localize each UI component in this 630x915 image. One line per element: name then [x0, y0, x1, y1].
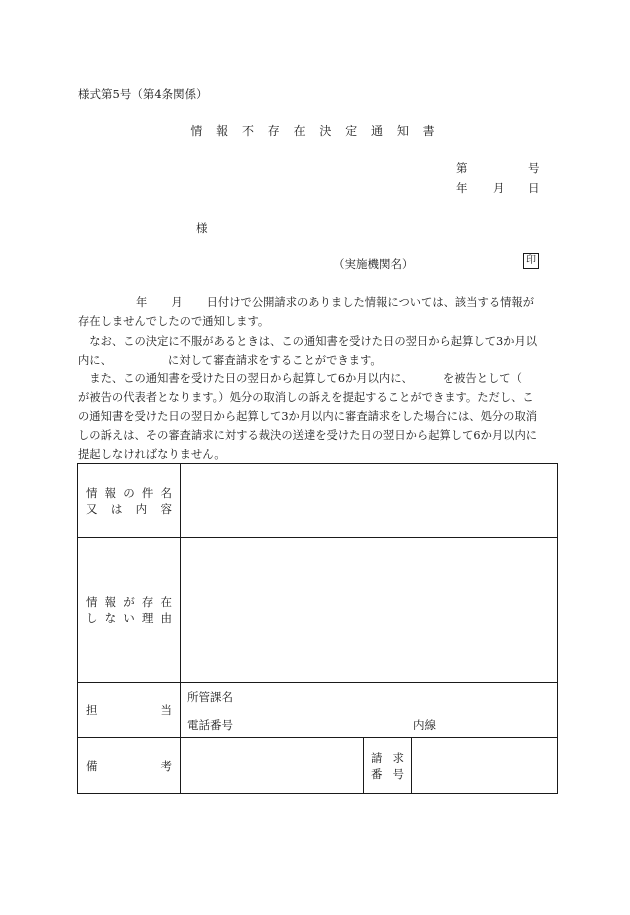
body-line-5-a: また、この通知書を受けた日の翌日から起算して6か月以内に、: [78, 372, 413, 385]
item-label-line-1: 情報の件名: [86, 485, 172, 500]
date-day-label: 日: [528, 181, 540, 195]
body-line-8: しの訴えは、その審査請求に対する裁決の送達を受けた日の翌日から起算して6か月以内に: [78, 429, 538, 442]
document-title: 情 報 不 存 在 決 定 通 知 書: [190, 124, 440, 138]
row-reason: [78, 538, 558, 683]
request-number-field[interactable]: [412, 738, 558, 794]
seal-mark: 印: [523, 253, 539, 269]
dept-label: 所管課名: [187, 690, 233, 704]
remarks-label: [78, 738, 181, 794]
body-line-1: [78, 294, 558, 310]
request-number-line-2: 番号: [371, 766, 404, 781]
agency-name-label: （実施機関名）: [333, 257, 414, 271]
contact-field[interactable]: [181, 683, 558, 738]
extension-label: 内線: [413, 718, 436, 732]
reason-label-line-1: 情報が存在: [86, 595, 172, 609]
row-contact: [78, 683, 558, 738]
body-line-4: [78, 352, 558, 368]
form-code: 様式第5号（第4条関係）: [78, 87, 208, 101]
reason-label: [78, 538, 181, 683]
reason-label-line-2: しない理由: [86, 611, 172, 625]
body-year: 年: [136, 296, 148, 309]
contact-label: [78, 683, 181, 738]
body-line-4-a: 内に、: [78, 354, 112, 367]
body-month: 月: [171, 296, 183, 309]
reason-field[interactable]: [181, 538, 558, 683]
info-table: [77, 463, 558, 794]
contact-label-text: 担当: [86, 703, 172, 717]
body-line-7: の通知書を受けた日の翌日から起算して3か月以内に審査請求をした場合には、処分の取消: [78, 410, 538, 423]
body-line-6: が被告の代表者となります。）処分の取消しの訴えを提起することができます。ただし、こ: [78, 391, 534, 404]
body-line-5-b: を被告として（: [442, 372, 522, 385]
request-number-label: [364, 738, 412, 794]
body-line-3: なお、この決定に不服があるときは、この通知書を受けた日の翌日から起算して3か月以: [78, 335, 538, 348]
body-line-4-b: に対して審査請求をすることができます。: [167, 354, 382, 367]
row-item: [78, 464, 558, 538]
date-year-label: 年: [456, 181, 468, 195]
request-number-line-1: 請求: [371, 750, 404, 765]
remarks-label-text: 備考: [86, 758, 172, 773]
row-remarks: [78, 738, 558, 794]
item-label: [78, 464, 181, 538]
number-prefix: 第: [456, 161, 468, 175]
item-label-line-2: 又は内容: [86, 501, 172, 516]
number-suffix: 号: [528, 161, 540, 175]
addressee-suffix: 様: [196, 221, 208, 235]
body-line-1-text: 日付けで公開請求のありました情報については、該当する情報が: [206, 296, 535, 309]
date-month-label: 月: [493, 181, 505, 195]
body-line-5: [78, 370, 558, 386]
body-line-2: 存在しませんでしたので通知します。: [78, 315, 270, 328]
phone-label: 電話番号: [187, 718, 233, 732]
remarks-field[interactable]: [181, 738, 364, 794]
body-line-9: 提起しなければなりません。: [78, 448, 226, 461]
item-field[interactable]: [181, 464, 558, 538]
